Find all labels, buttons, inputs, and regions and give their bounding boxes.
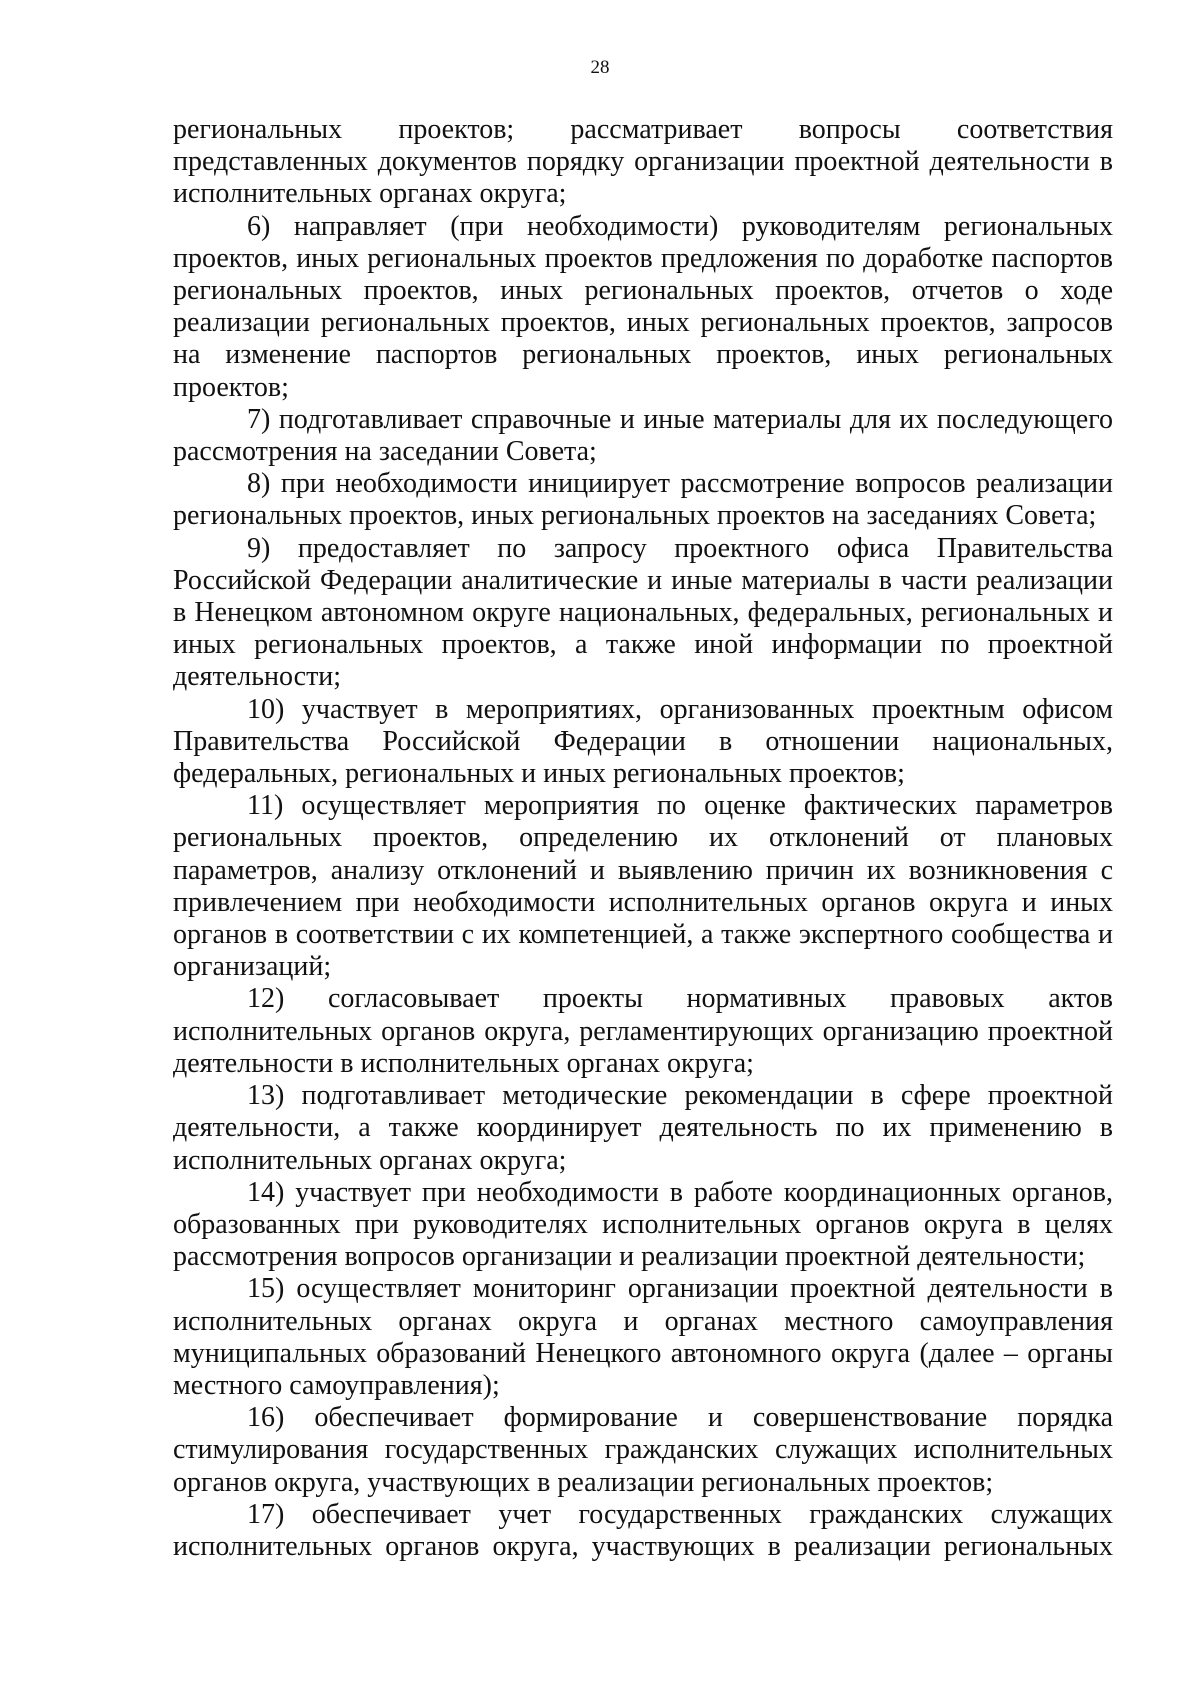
list-item-9: 9) предоставляет по запросу проектного офиса Правительства Российской Федерации аналитические и иные материалы в части реализации в Ненецком автономном округе национальных, федеральных, региональных и иных региональных проектов, а также иной информации по проектной деятельности; (173, 532, 1113, 693)
list-item-8: 8) при необходимости инициирует рассмотрение вопросов реализации региональных проектов, иных региональных проектов на заседаниях Совета; (173, 468, 1113, 532)
list-item-17: 17) обеспечивает учет государственных гражданских служащих исполнительных органов округа, участвующих в реализации региональных (173, 1498, 1113, 1562)
document-body (173, 114, 1113, 1563)
list-item-7: 7) подготавливает справочные и иные материалы для их последующего рассмотрения на заседании Совета; (173, 403, 1113, 468)
list-item-16: 16) обеспечивает формирование и совершенствование порядка стимулирования государственных гражданских служащих исполнительных органов округа, участвующих в реализации региональных проектов; (173, 1402, 1113, 1498)
list-item-14: 14) участвует при необходимости в работе координационных органов, образованных при руководителях исполнительных органов округа в целях рассмотрения вопросов организации и реализации проектной деятельности; (173, 1176, 1113, 1273)
list-item-12: 12) согласовывает проекты нормативных правовых актов исполнительных органов округа, регламентирующих организацию проектной деятельности в исполнительных органах округа; (173, 983, 1113, 1079)
paragraph-continuation: региональных проектов; рассматривает вопросы соответствия представленных документов порядку организации проектной деятельности в исполнительных органах округа; (173, 114, 1113, 210)
list-item-6: 6) направляет (при необходимости) руководителям региональных проектов, иных региональных проектов предложения по доработке паспортов региональных проектов, иных региональных проектов, отчетов о ходе реализации региональных проектов, иных региональных проектов, запросов на изменение паспортов региональных проектов, иных региональных проектов; (173, 210, 1113, 403)
list-item-13: 13) подготавливает методические рекомендации в сфере проектной деятельности, а также координирует деятельность по их применению в исполнительных органах округа; (173, 1080, 1113, 1176)
page-number: 28 (590, 57, 610, 78)
list-item-15: 15) осуществляет мониторинг организации проектной деятельности в исполнительных органах округа и органах местного самоуправления муниципальных образований Ненецкого автономного округа (далее – органы местного самоуправления); (173, 1273, 1113, 1401)
list-item-10: 10) участвует в мероприятиях, организованных проектным офисом Правительства Российской Федерации в отношении национальных, федеральных, региональных и иных региональных проектов; (173, 693, 1113, 790)
list-item-11: 11) осуществляет мероприятия по оценке фактических параметров региональных проектов, определению их отклонений от плановых параметров, анализу отклонений и выявлению причин их возникновения с привлечением при необходимости исполнительных органов округа и иных органов в соответствии с их компетенцией, а также экспертного сообщества и организаций; (173, 790, 1113, 983)
